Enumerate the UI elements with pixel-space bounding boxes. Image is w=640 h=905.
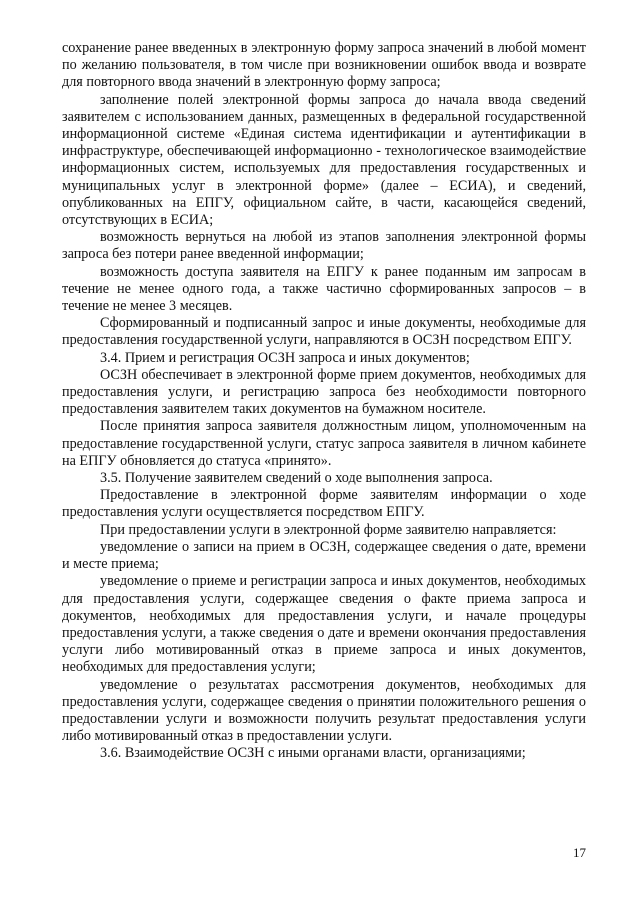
section-heading-3-4: 3.4. Прием и регистрация ОСЗН запроса и иных документов; [100, 349, 470, 366]
paragraph-4: возможность доступа заявителя на ЕПГУ к ранее поданным им запросам в течение не менее одного года, а также частично сформированных запросов – в течение не менее 3 месяцев. [62, 263, 586, 315]
page-number: 17 [573, 845, 586, 860]
paragraph-5: Сформированный и подписанный запрос и иные документы, необходимые для предоставления государственной услуги, направляются в ОСЗН посредством ЕПГУ. [62, 315, 586, 349]
paragraph-13: уведомление о приеме и регистрации запроса и иных документов, необходимых для предоставления услуги, содержащее сведения о факте приема запроса и документов, необходимых для предоставления услуги, и начале процедуры предоставления услуги, а также сведения о дате и времени окончания предоставления услуги либо мотивированный отказ в приеме запроса и иных документов, необходимых для предоставления услуги; [62, 573, 586, 676]
paragraph-3: возможность вернуться на любой из этапов заполнения электронной формы запроса без потери ранее введенной информации; [62, 229, 586, 263]
paragraph-7: ОСЗН обеспечивает в электронной форме прием документов, необходимых для предоставления услуги, и регистрацию запроса без необходимости повторного предоставления заявителем таких документов на бумажном носителе. [62, 366, 586, 418]
section-heading-3-6: 3.6. Взаимодействие ОСЗН с иными органами власти, организациями; [100, 745, 526, 762]
paragraph-14: уведомление о результатах рассмотрения документов, необходимых для предоставления услуги, содержащее сведения о принятии положительного решения о предоставлении услуги и возможности получить результат предоставления услуги либо мотивированный отказ в предоставлении услуги. [62, 676, 586, 745]
paragraph-11: При предоставлении услуги в электронной форме заявителю направляется: [100, 521, 557, 538]
document-text-body [62, 40, 586, 763]
paragraph-8: После принятия запроса заявителя должностным лицом, уполномоченным на предоставление государственной услуги, статус запроса заявителя в личном кабинете на ЕПГУ обновляется до статуса «принято». [62, 418, 586, 469]
paragraph-12: уведомление о записи на прием в ОСЗН, содержащее сведения о дате, времени и месте приема; [62, 538, 586, 573]
paragraph-2: заполнение полей электронной формы запроса до начала ввода сведений заявителем с использованием данных, размещенных в федеральной государственной информационной системе «Единая система идентификации и аутентификации в инфраструктуре, обеспечивающей информационно - технологическое взаимодействие информационных систем, используемых для предоставления государственных и муниципальных услуг в электронной форме» (далее – ЕСИА), и сведений, опубликованных на ЕПГУ, официальном сайте, в части, касающейся сведений, отсутствующих в ЕСИА; [62, 91, 586, 229]
paragraph-1: сохранение ранее введенных в электронную форму запроса значений в любой момент по желанию пользователя, в том числе при возникновении ошибок ввода и возврате для повторного ввода значений в электронную форму запроса; [62, 40, 586, 91]
paragraph-10: Предоставление в электронной форме заявителям информации о ходе предоставления услуги осуществляется посредством ЕПГУ. [62, 487, 586, 521]
section-heading-3-5: 3.5. Получение заявителем сведений о ходе выполнения запроса. [100, 470, 493, 487]
